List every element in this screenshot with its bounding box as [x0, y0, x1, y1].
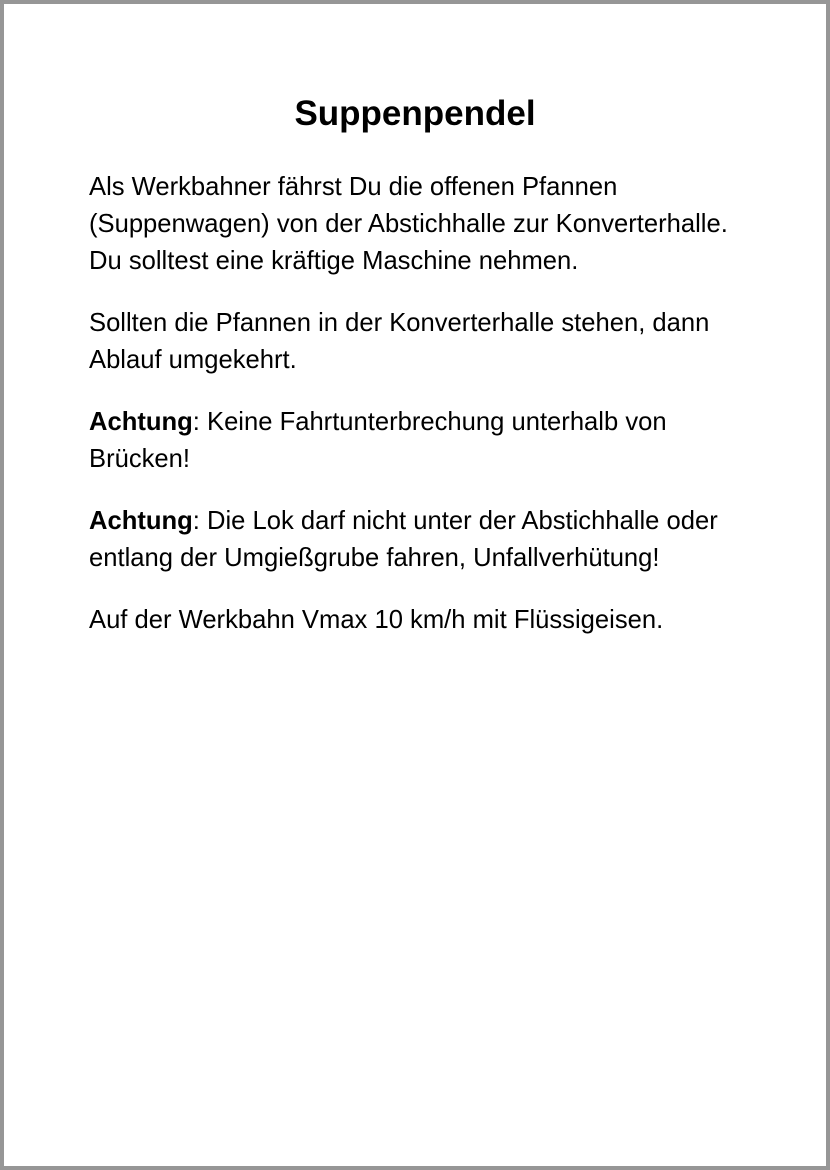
warning-label: Achtung [89, 408, 193, 436]
warning-text: : Die Lok darf nicht unter der Abstichhalle oder entlang der Umgießgrube fahren, Unfallverhütung! [89, 507, 718, 572]
paragraph-speed-limit: Auf der Werkbahn Vmax 10 km/h mit Flüssigeisen. [89, 606, 664, 634]
warning-label: Achtung [89, 507, 193, 535]
document-body [89, 169, 739, 664]
paragraph-reverse-procedure: Sollten die Pfannen in der Konverterhalle stehen, dann Ablauf umgekehrt. [89, 309, 710, 374]
page-title: Suppenpendel [294, 94, 536, 133]
paragraph-intro: Als Werkbahner fährst Du die offenen Pfannen (Suppenwagen) von der Abstichhalle zur Konverterhalle. Du solltest eine kräftige Maschine nehmen. [89, 173, 728, 275]
paragraph-warning-tapping-hall [89, 503, 739, 577]
paragraph-warning-bridges [89, 404, 739, 478]
warning-text: : Keine Fahrtunterbrechung unterhalb von Brücken! [89, 408, 667, 473]
